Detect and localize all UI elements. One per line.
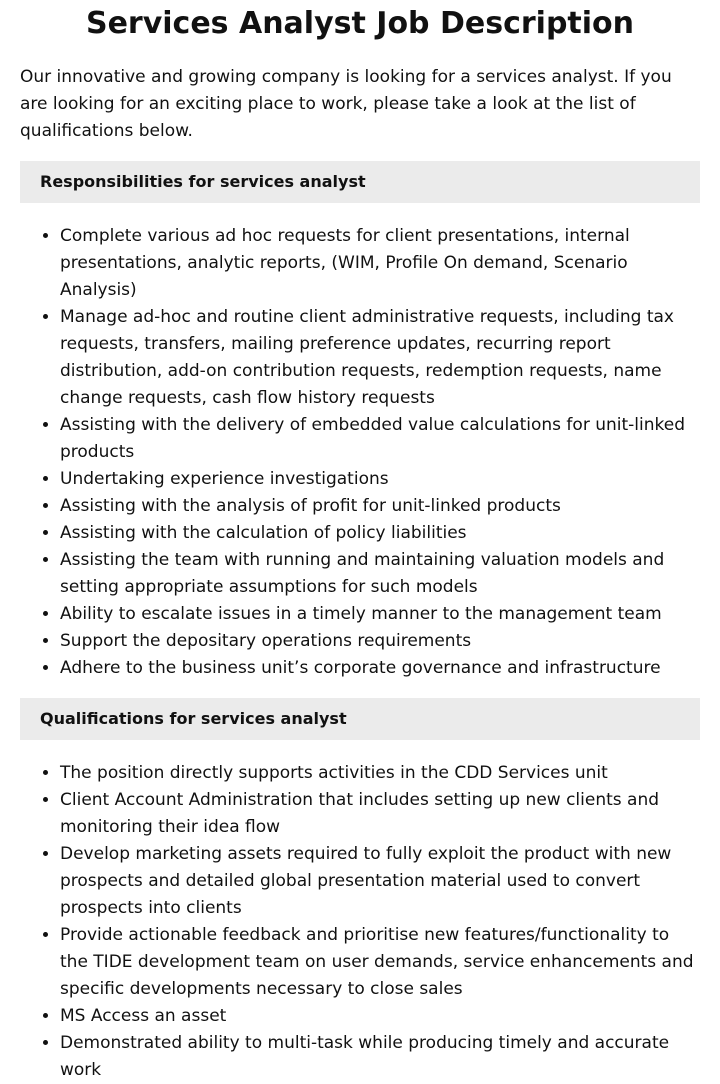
section-list: [20, 223, 700, 682]
list-item: • Undertaking experience investigations: [60, 466, 700, 493]
list-item: • Assisting with the delivery of embedded value calculations for unit-linked products: [60, 412, 700, 466]
sections: [0, 161, 720, 1084]
list-item: • The position directly supports activities in the CDD Services unit: [60, 760, 700, 787]
list-item: • MS Access an asset: [60, 1003, 700, 1030]
section-heading: Responsibilities for services analyst: [20, 161, 700, 203]
list-item: • Adhere to the business unit’s corporate governance and infrastructure: [60, 655, 700, 682]
list-item: • Manage ad-hoc and routine client administrative requests, including tax requests, transfers, mailing preference updates, recurring report distribution, add-on contribution requests, redemption requests, name change requests, cash flow history requests: [60, 304, 700, 412]
list-item: • Assisting with the analysis of profit for unit-linked products: [60, 493, 700, 520]
list-item: • Assisting with the calculation of policy liabilities: [60, 520, 700, 547]
list-item: • Develop marketing assets required to fully exploit the product with new prospects and detailed global presentation material used to convert prospects into clients: [60, 841, 700, 922]
section-heading: Qualifications for services analyst: [20, 698, 700, 740]
list-item: • Demonstrated ability to multi-task while producing timely and accurate work: [60, 1030, 700, 1084]
section-list: [20, 760, 700, 1084]
list-item: • Support the depositary operations requirements: [60, 628, 700, 655]
list-item: • Assisting the team with running and maintaining valuation models and setting appropriate assumptions for such models: [60, 547, 700, 601]
list-item: • Ability to escalate issues in a timely manner to the management team: [60, 601, 700, 628]
intro-text: Our innovative and growing company is looking for a services analyst. If you are looking for an exciting place to work, please take a look at the list of qualifications below.: [20, 67, 672, 141]
list-item: • Client Account Administration that includes setting up new clients and monitoring their idea flow: [60, 787, 700, 841]
list-item: • Provide actionable feedback and prioritise new features/functionality to the TIDE development team on user demands, service enhancements and specific developments necessary to close sales: [60, 922, 700, 1003]
page-title: Services Analyst Job Description: [85, 6, 635, 41]
list-item: • Complete various ad hoc requests for client presentations, internal presentations, analytic reports, (WIM, Profile On demand, Scenario Analysis): [60, 223, 700, 304]
